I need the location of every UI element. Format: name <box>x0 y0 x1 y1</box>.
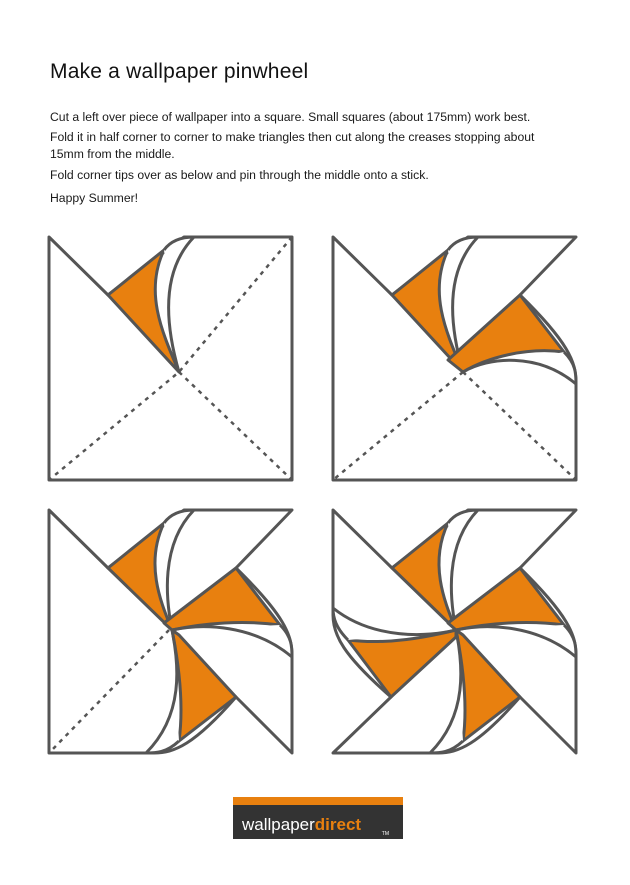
logo-wordmark <box>242 815 361 835</box>
logo-trademark: TM <box>381 831 389 837</box>
instruction-2: Fold it in half corner to corner to make triangles then cut along the creases stopping about 15mm from the middle. <box>50 130 535 161</box>
page-title: Make a wallpaper pinwheel <box>50 60 309 83</box>
instruction-3: Fold corner tips over as below and pin through the middle onto a stick. <box>50 168 429 182</box>
logo-box <box>233 805 403 839</box>
pinwheel-step-3-diagram <box>44 505 300 759</box>
logo-word-1: wallpaper <box>242 815 315 834</box>
instruction-1: Cut a left over piece of wallpaper into a square. Small squares (about 175mm) work best. <box>50 110 531 124</box>
pinwheel-step-4-diagram <box>328 505 584 759</box>
pinwheel-step-1-diagram <box>44 232 300 486</box>
logo-accent-bar <box>233 797 403 805</box>
logo-word-2: direct <box>314 815 362 834</box>
wallpaperdirect-logo <box>233 797 403 839</box>
pinwheel-step-2-diagram <box>328 232 584 486</box>
instruction-4: Happy Summer! <box>50 191 139 205</box>
